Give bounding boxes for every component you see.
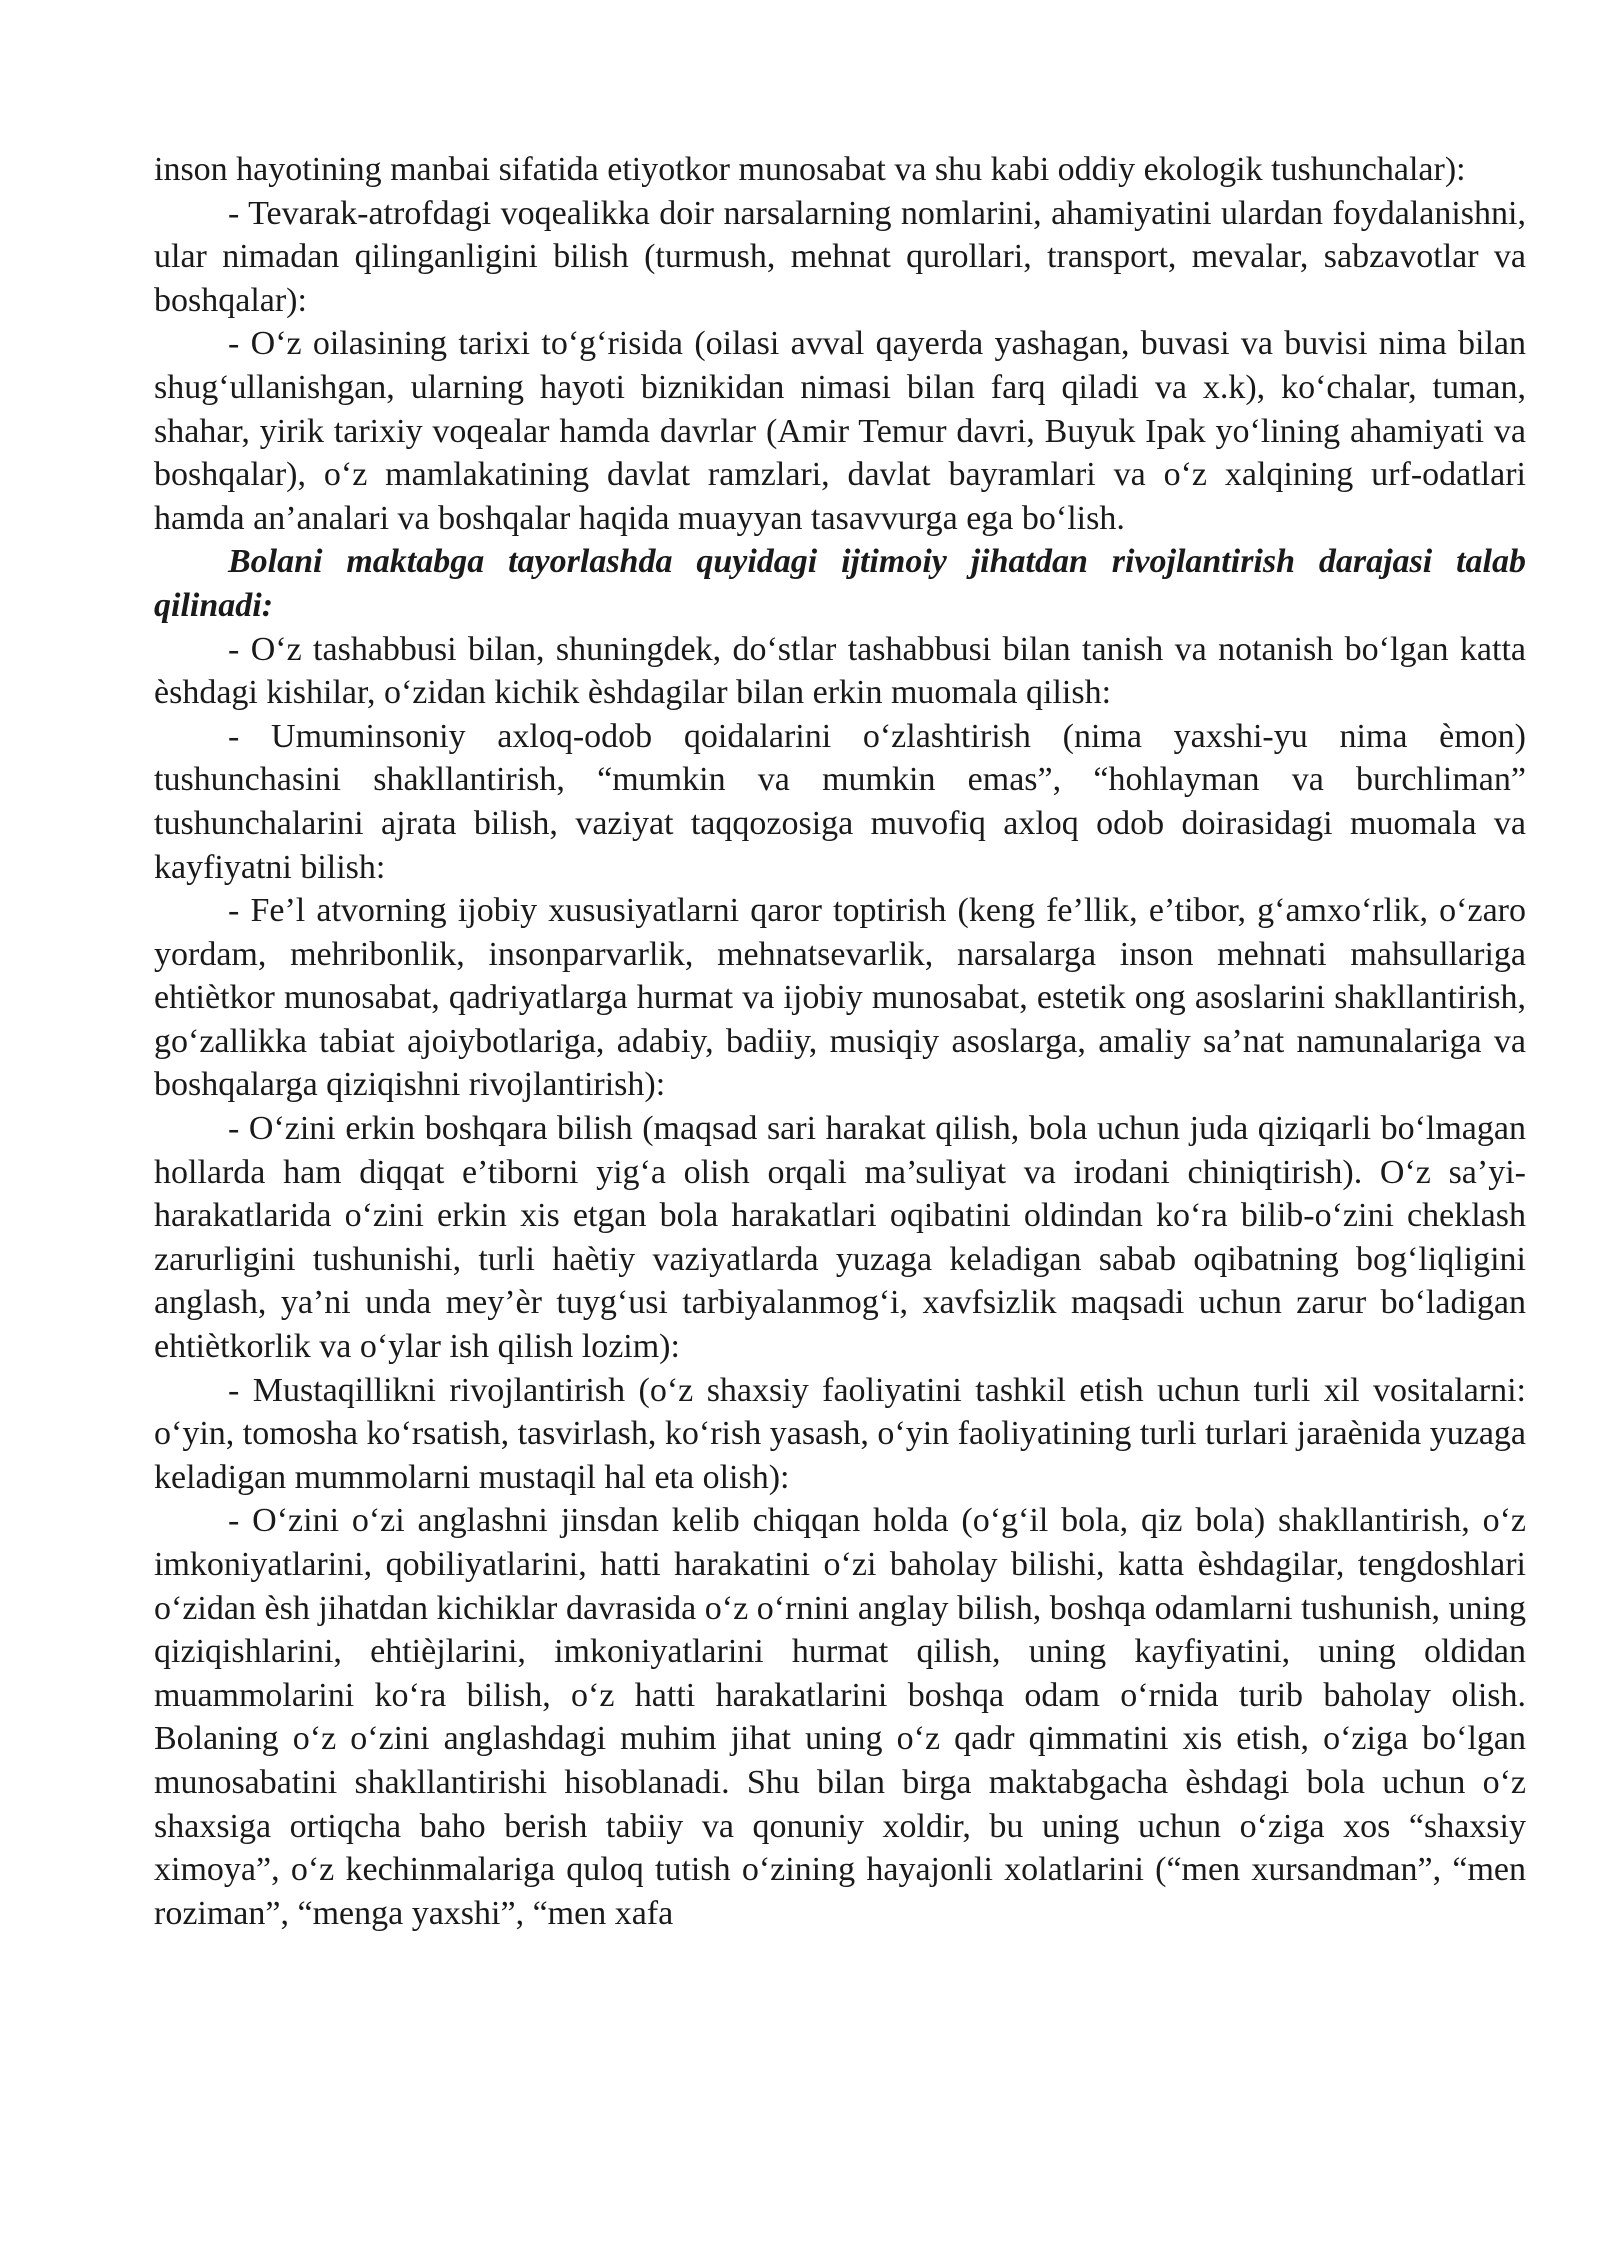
paragraph-3: - O‘z oilasining tarixi to‘g‘risida (oilasi avval qayerda yashagan, buvasi va buvisi nima bilan shug‘ullanishgan, ularning hayoti biznikidan nimasi bilan farq qiladi va x.k), ko‘chalar, tuman, shahar, yirik tarixiy voqealar hamda davrlar (Amir Temur davri, Buyuk Ipak yo‘lining ahamiyati va boshqalar), o‘z mamlakatining davlat ramzlari, davlat bayramlari va o‘z xalqining urf-odatlari hamda an’analari va boshqalar haqida muayyan tasavvurga ega bo‘lish. (154, 325, 1526, 537)
paragraph-9: - Mustaqillikni rivojlantirish (o‘z shaxsiy faoliyatini tashkil etish uchun turli xil vositalarni: o‘yin, tomosha ko‘rsatish, tasvirlash, ko‘rish yasash, o‘yin faoliyatining turli turlari jaraènida yuzaga keladigan mummolarni mustaqil hal eta olish): (154, 1371, 1526, 1496)
paragraph-2: - Tevarak-atrofdagi voqealikka doir narsalarning nomlarini, ahamiyatini ulardan foydalanishni, ular nimadan qilinganligini bilish (turmush, mehnat qurollari, transport, mevalar, sabzavotlar va boshqalar): (154, 194, 1526, 319)
paragraph-8: - O‘zini erkin boshqara bilish (maqsad sari harakat qilish, bola uchun juda qiziqarli bo‘lmagan hollarda ham diqqat e’tiborni yig‘a olish orqali ma’suliyat va irodani chiniqtirish). O‘z sa’yi-harakatlarida o‘zini erkin xis etgan bola harakatlari oqibatini oldindan ko‘ra bilib-o‘zini cheklash zarurligini tushunishi, turli haètiy vaziyatlarda yuzaga keladigan sabab oqibatning bog‘liqligini anglash, ya’ni unda mey’èr tuyg‘usi tarbiyalanmog‘i, xavfsizlik maqsadi uchun zarur bo‘ladigan ehtiètkorlik va o‘ylar ish qilish lozim): (154, 1110, 1526, 1366)
paragraph-7: - Fe’l atvorning ijobiy xususiyatlarni qaror toptirish (keng fe’llik, e’tibor, g‘amxo‘rlik, o‘zaro yordam, mehribonlik, insonparvarlik, mehnatsevarlik, narsalarga inson mehnati mahsullariga ehtiètkor munosabat, qadriyatlarga hurmat va ijobiy munosabat, estetik ong asoslarini shakllantirish, go‘zallikka tabiat ajoiybotlariga, adabiy, badiiy, musiqiy asoslarga, amaliy sa’nat namunalariga va boshqalarga qiziqishni rivojlantirish): (154, 892, 1526, 1104)
paragraph-6: - Umuminsoniy axloq-odob qoidalarini o‘zlashtirish (nima yaxshi-yu nima èmon) tushunchasini shakllantirish, “mumkin va mumkin emas”, “hohlayman va burchliman” tushunchalarini ajrata bilish, vaziyat taqqozosiga muvofiq axloq odob doirasidagi muomala va kayfiyatni bilish: (154, 717, 1526, 886)
document-page (154, 148, 1526, 1935)
paragraph-1: inson hayotining manbai sifatida etiyotkor munosabat va shu kabi oddiy ekologik tushunchalar): (154, 151, 1466, 188)
section-heading: Bolani maktabga tayorlashda quyidagi ijtimoiy jihatdan rivojlantirish darajasi talab qilinadi: (154, 543, 1526, 624)
paragraph-10: - O‘zini o‘zi anglashni jinsdan kelib chiqqan holda (o‘g‘il bola, qiz bola) shakllantirish, o‘z imkoniyatlarini, qobiliyatlarini, hatti harakatini o‘zi baholay bilishi, katta èshdagilar, tengdoshlari o‘zidan èsh jihatdan kichiklar davrasida o‘z o‘rnini anglay bilish, boshqa odamlarni tushunish, uning qiziqishlarini, ehtièjlarini, imkoniyatlarini hurmat qilish, uning kayfiyatini, uning oldidan muammolarini ko‘ra bilish, o‘z hatti harakatlarini boshqa odam o‘rnida turib baholay olish. Bolaning o‘z o‘zini anglashdagi muhim jihat uning o‘z qadr qimmatini xis etish, o‘ziga bo‘lgan munosabatini shakllantirishi hisoblanadi. Shu bilan birga maktabgacha èshdagi bola uchun o‘z shaxsiga ortiqcha baho berish tabiiy va qonuniy xoldir, bu uning uchun o‘ziga xos “shaxsiy ximoya”, o‘z kechinmalariga quloq tutish o‘zining hayajonli xolatlarini (“men xursandman”, “men roziman”, “menga yaxshi”, “men xafa (154, 1502, 1526, 1932)
paragraph-5: - O‘z tashabbusi bilan, shuningdek, do‘stlar tashabbusi bilan tanish va notanish bo‘lgan katta èshdagi kishilar, o‘zidan kichik èshdagilar bilan erkin muomala qilish: (154, 630, 1526, 712)
